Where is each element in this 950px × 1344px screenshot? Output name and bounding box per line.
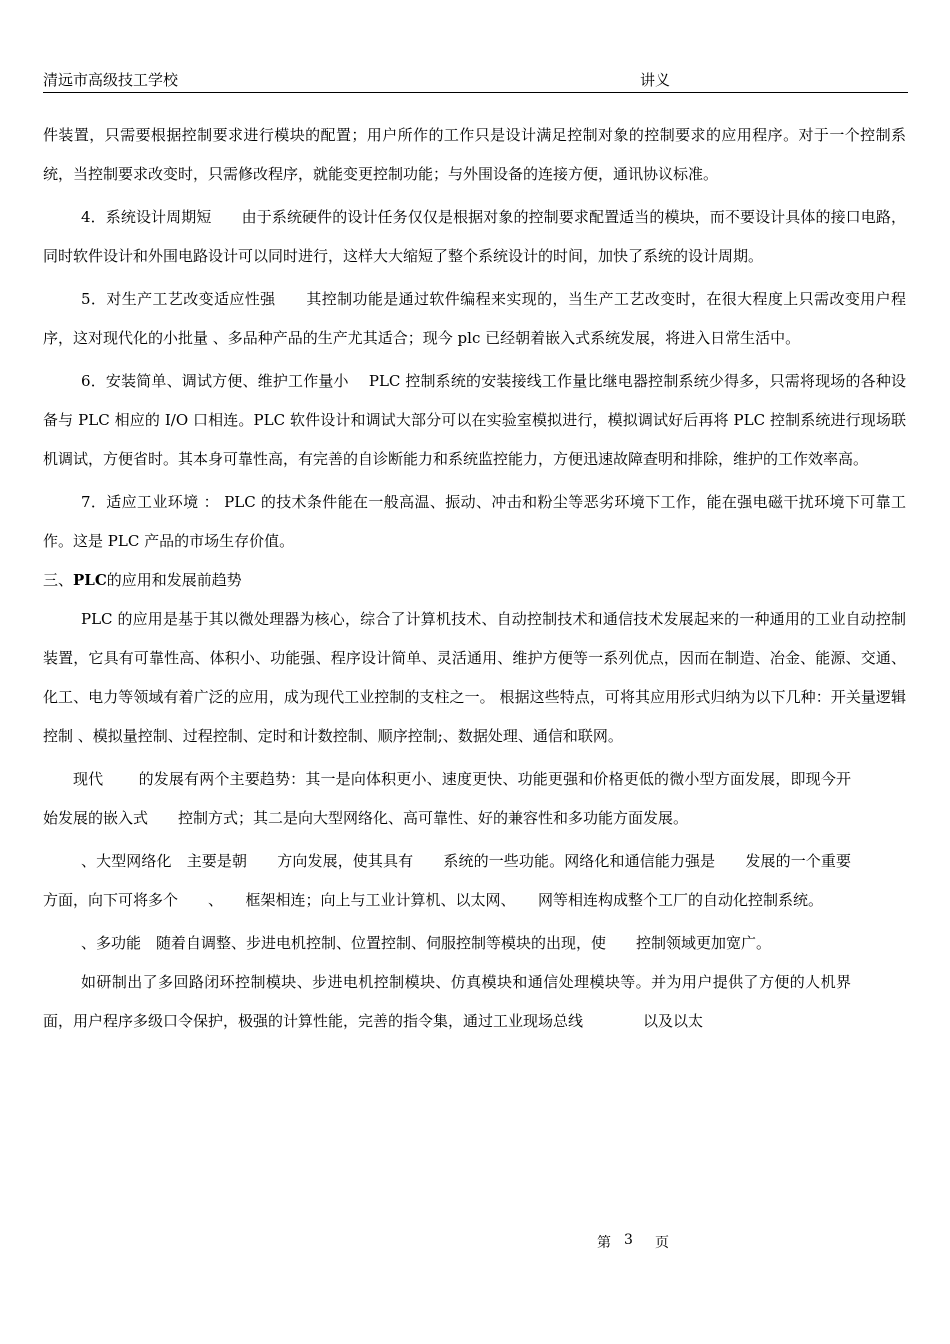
page-header [43, 70, 908, 93]
body-paragraph: 如研制出了多回路闭环控制模块、步进电机控制模块、仿真模块和通信处理模块等。并为用户提供了方便的人机界面，用户程序多级口令保护，极强的计算性能，完善的指令集，通过工业现场总线 以及以太 [43, 973, 851, 1030]
section-heading [43, 561, 906, 600]
body-paragraph: 件装置，只需要根据控制要求进行模块的配置；用户所作的工作只是设计满足控制对象的控制要求的应用程序。对于一个控制系统，当控制要求改变时，只需修改程序，就能变更控制功能；与外围设备的连接方便，通讯协议标准。 [43, 126, 906, 183]
document-type: 讲义 [640, 71, 671, 89]
section-heading-prefix: 三、 [43, 571, 74, 589]
school-name: 清远市高级技工学校 [43, 71, 179, 89]
body-paragraph: PLC 的应用是基于其以微处理器为核心，综合了计算机技术、自动控制技术和通信技术发展起来的一种通用的工业自动控制装置，它具有可靠性高、体积小、功能强、程序设计简单、灵活通用、维护方便等一系列优点，因而在制造、冶金、能源、交通、化工、电力等领域有着广泛的应用，成为现代工业控制的支柱之一。 根据这些特点，可将其应用形式归纳为以下几种：开关量逻辑控制 、模拟量控制、过程控制、定时和计数控制、顺序控制;、数据处理、通信和联网。 [43, 610, 906, 745]
page-suffix: 页 [655, 1235, 669, 1251]
page-prefix: 第 [597, 1235, 611, 1251]
body-paragraph: 现代 的发展有两个主要趋势：其一是向体积更小、速度更快、功能更强和价格更低的微小型方面发展，即现今开始发展的嵌入式 控制方式；其二是向大型网络化、高可靠性、好的兼容性和多功能方面发展。 [43, 770, 851, 827]
body-paragraph: 6．安装简单、调试方便、维护工作量小 PLC 控制系统的安装接线工作量比继电器控制系统少得多，只需将现场的各种设备与 PLC 相应的 I/O 口相连。PLC 软件设计和调试大部分可以在实验室模拟进行，模拟调试好后再将 PLC 控制系统进行现场联机调试，方便省时。其本身可靠性高，有完善的自诊断能力和系统监控能力，方便迅速故障查明和排除，维护的工作效率高。 [43, 372, 906, 468]
page-number: 3 [624, 1232, 633, 1248]
section-heading-bold: PLC [73, 571, 107, 589]
section-heading-text: 的应用和发展前趋势 [106, 571, 242, 589]
body-paragraph: 4．系统设计周期短 由于系统硬件的设计任务仅仅是根据对象的控制要求配置适当的模块，而不要设计具体的接口电路，同时软件设计和外围电路设计可以同时进行，这样大大缩短了整个系统设计的时间，加快了系统的设计周期。 [43, 208, 906, 265]
body-paragraph: 5．对生产工艺改变适应性强 其控制功能是通过软件编程来实现的，当生产工艺改变时，在很大程度上只需改变用户程序，这对现代化的小批量 、多品种产品的生产尤其适合；现今 plc 已经朝着嵌入式系统发展，将进入日常生活中。 [43, 290, 906, 347]
body-paragraph: 、多功能 随着自调整、步进电机控制、位置控制、伺服控制等模块的出现，使 控制领域更加宽广。 [81, 934, 772, 952]
body-paragraph: 、大型网络化 主要是朝 方向发展，使其具有 系统的一些功能。网络化和通信能力强是 发展的一个重要方面，向下可将多个 、 框架相连；向上与工业计算机、以太网、 网等相连构成整个工厂的自动化控制系统。 [43, 852, 851, 909]
page-body [43, 116, 906, 1041]
body-paragraph: 7．适应工业环境 ： PLC 的技术条件能在一般高温、振动、冲击和粉尘等恶劣环境下工作，能在强电磁干扰环境下可靠工作。这是 PLC 产品的市场生存价值。 [43, 493, 906, 550]
